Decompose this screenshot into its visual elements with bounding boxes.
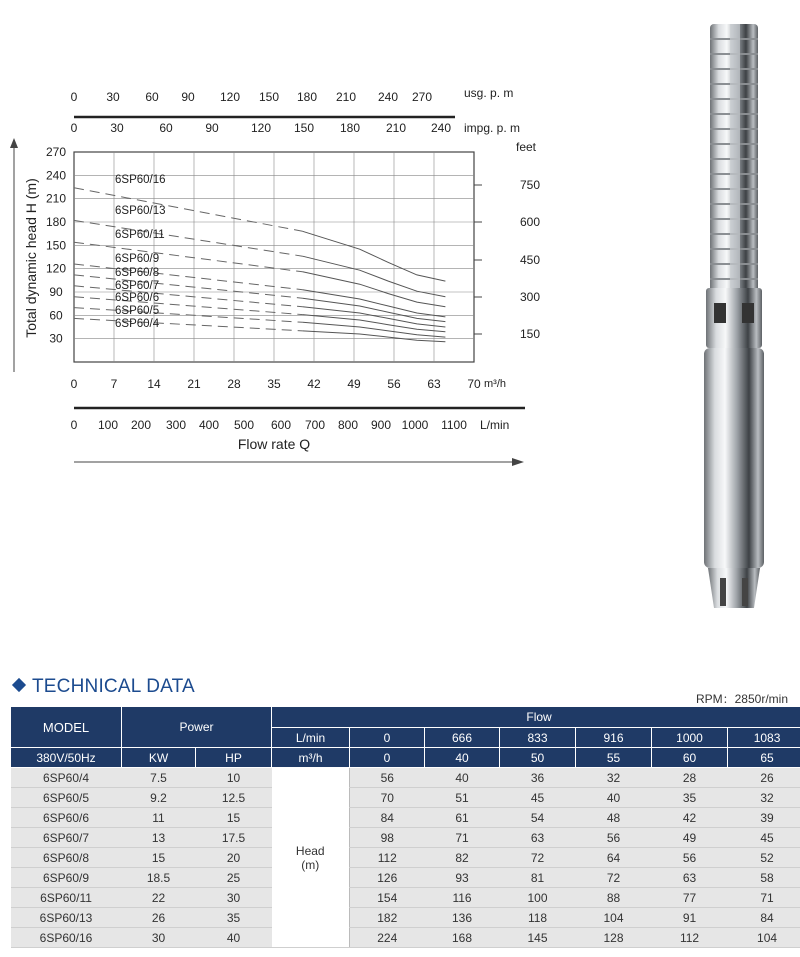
head-value-cell: 104 — [728, 928, 800, 948]
flow-lmin-header: 666 — [425, 728, 500, 748]
table-row — [11, 828, 800, 848]
usgpm-tick-label: 180 — [296, 90, 318, 104]
table-row — [11, 908, 800, 928]
y-tick-label: 120 — [45, 261, 67, 276]
head-value-cell: 63 — [652, 868, 728, 888]
flow-m3h-header: 50 — [500, 748, 576, 768]
kw-cell: 22 — [122, 888, 196, 908]
usgpm-tick-label: 90 — [181, 90, 195, 104]
feet-tick-label: 750 — [519, 178, 540, 192]
head-value-cell: 116 — [425, 888, 500, 908]
head-value-cell: 154 — [350, 888, 425, 908]
usgpm-tick-label: 60 — [145, 90, 159, 104]
power-header: Power — [122, 707, 272, 748]
flow-m3h-header: 0 — [350, 748, 425, 768]
series-label: 6SP60/5 — [115, 305, 160, 317]
series-label: 6SP60/13 — [115, 205, 166, 217]
y-axis-label: Total dynamic head H (m) — [23, 178, 39, 338]
head-value-cell: 40 — [425, 768, 500, 788]
table-row — [11, 808, 800, 828]
table-row — [11, 888, 800, 908]
series-label: 6SP60/7 — [115, 280, 160, 292]
hp-header: HP — [196, 748, 272, 768]
flow-m3h-header: 65 — [728, 748, 800, 768]
x-tick-label: 35 — [267, 377, 281, 391]
head-value-cell: 42 — [652, 808, 728, 828]
lmin-tick-label: 200 — [130, 418, 152, 432]
series-line-0 — [303, 231, 446, 281]
series-line-dashed-5 — [74, 286, 303, 307]
voltage-header: 380V/50Hz — [11, 748, 122, 768]
kw-header: KW — [122, 748, 196, 768]
lmin-tick-label: 700 — [304, 418, 326, 432]
kw-cell: 9.2 — [122, 788, 196, 808]
head-value-cell: 70 — [350, 788, 425, 808]
rpm-label: RPM：2850r/min — [695, 692, 788, 706]
head-value-cell: 72 — [576, 868, 652, 888]
x-tick-label: 56 — [387, 377, 401, 391]
x-axis-label: Flow rate Q — [237, 436, 311, 452]
impgpm-tick-label: 120 — [250, 121, 272, 135]
head-value-cell: 126 — [350, 868, 425, 888]
head-value-cell: 88 — [576, 888, 652, 908]
head-value-cell: 32 — [728, 788, 800, 808]
usgpm-tick-label: 30 — [106, 90, 120, 104]
feet-label: feet — [515, 140, 536, 154]
head-value-cell: 61 — [425, 808, 500, 828]
hp-cell: 10 — [196, 768, 272, 788]
series-label: 6SP60/9 — [115, 253, 160, 265]
lmin-tick-label: 1000 — [401, 418, 429, 432]
y-axis — [10, 138, 66, 372]
x-tick-label: 49 — [347, 377, 361, 391]
head-value-cell: 48 — [576, 808, 652, 828]
lmin-tick-label: 600 — [270, 418, 292, 432]
series-line-4 — [303, 298, 446, 321]
top-axes — [71, 86, 520, 135]
hp-cell: 40 — [196, 928, 272, 948]
model-cell: 6SP60/8 — [11, 848, 122, 868]
series-line-8 — [303, 331, 446, 342]
impgpm-tick-label: 30 — [110, 121, 124, 135]
head-value-cell: 40 — [576, 788, 652, 808]
impgpm-tick-label: 60 — [159, 121, 173, 135]
series-line-dashed-6 — [74, 297, 303, 315]
bottom-axes — [71, 377, 525, 466]
head-value-cell: 168 — [425, 928, 500, 948]
table-row — [11, 788, 800, 808]
series-label: 6SP60/6 — [115, 292, 160, 304]
head-value-cell: 49 — [652, 828, 728, 848]
lmin-tick-label: 1100 — [441, 418, 467, 432]
model-cell: 6SP60/5 — [11, 788, 122, 808]
lmin-tick-label: 800 — [337, 418, 359, 432]
lmin-tick-label: 400 — [198, 418, 220, 432]
head-value-cell: 72 — [500, 848, 576, 868]
head-value-cell: 56 — [576, 828, 652, 848]
head-unit: (m) — [301, 857, 320, 872]
hp-cell: 15 — [196, 808, 272, 828]
model-cell: 6SP60/13 — [11, 908, 122, 928]
series-label: 6SP60/16 — [115, 174, 166, 186]
head-value-cell: 58 — [728, 868, 800, 888]
x-tick-label: 63 — [427, 377, 441, 391]
head-value-cell: 93 — [425, 868, 500, 888]
lmin-unit-header: L/min — [272, 728, 350, 748]
head-value-cell: 145 — [500, 928, 576, 948]
head-value-cell: 112 — [350, 848, 425, 868]
head-value-cell: 71 — [425, 828, 500, 848]
series-line-dashed-1 — [74, 220, 303, 256]
usgpm-label: usg. p. m — [464, 86, 514, 100]
lmin-tick-label: 300 — [165, 418, 187, 432]
technical-data-heading — [10, 676, 195, 698]
model-cell: 6SP60/7 — [11, 828, 122, 848]
table-row — [11, 928, 800, 948]
y-tick-label: 240 — [45, 168, 67, 183]
head-value-cell: 63 — [500, 828, 576, 848]
impgpm-tick-label: 180 — [339, 121, 361, 135]
head-value-cell: 64 — [576, 848, 652, 868]
head-value-cell: 71 — [728, 888, 800, 908]
usgpm-tick-label: 210 — [335, 90, 357, 104]
model-cell: 6SP60/9 — [11, 868, 122, 888]
kw-cell: 7.5 — [122, 768, 196, 788]
flow-lmin-header: 1083 — [728, 728, 800, 748]
head-value-cell: 224 — [350, 928, 425, 948]
head-value-cell: 28 — [652, 768, 728, 788]
usgpm-tick-label: 240 — [377, 90, 399, 104]
flow-m3h-header: 60 — [652, 748, 728, 768]
impgpm-tick-label: 0 — [70, 121, 78, 135]
x-tick-label: 21 — [187, 377, 201, 391]
head-value-cell: 56 — [350, 768, 425, 788]
impgpm-tick-label: 150 — [293, 121, 315, 135]
feet-axis — [474, 140, 540, 341]
lmin-tick-label: 500 — [233, 418, 255, 432]
kw-cell: 18.5 — [122, 868, 196, 888]
impgpm-label: impg. p. m — [464, 121, 521, 135]
hp-cell: 35 — [196, 908, 272, 928]
usgpm-tick-label: 0 — [70, 90, 78, 104]
kw-cell: 13 — [122, 828, 196, 848]
usgpm-tick-label: 270 — [411, 90, 433, 104]
model-header: MODEL — [11, 707, 122, 748]
feet-tick-label: 600 — [519, 215, 540, 229]
model-cell: 6SP60/6 — [11, 808, 122, 828]
x-tick-label: 28 — [227, 377, 241, 391]
lmin-label: L/min — [480, 418, 510, 432]
head-value-cell: 84 — [350, 808, 425, 828]
kw-cell: 15 — [122, 848, 196, 868]
head-value-cell: 35 — [652, 788, 728, 808]
flow-lmin-header: 0 — [350, 728, 425, 748]
model-cell: 6SP60/16 — [11, 928, 122, 948]
technical-data-title: TECHNICAL DATA — [32, 676, 195, 697]
lmin-tick-label: 900 — [370, 418, 392, 432]
y-tick-label: 150 — [45, 238, 67, 253]
hp-cell: 20 — [196, 848, 272, 868]
table-row — [11, 768, 800, 788]
model-cell: 6SP60/4 — [11, 768, 122, 788]
head-value-cell: 45 — [728, 828, 800, 848]
flow-m3h-header: 40 — [425, 748, 500, 768]
head-value-cell: 56 — [652, 848, 728, 868]
head-value-cell: 182 — [350, 908, 425, 928]
y-tick-label: 270 — [45, 145, 67, 159]
flow-lmin-header: 833 — [500, 728, 576, 748]
kw-cell: 30 — [122, 928, 196, 948]
head-value-cell: 32 — [576, 768, 652, 788]
flow-lmin-header: 1000 — [652, 728, 728, 748]
flow-lmin-header: 916 — [576, 728, 652, 748]
head-value-cell: 98 — [350, 828, 425, 848]
hp-cell: 17.5 — [196, 828, 272, 848]
y-axis-arrow-icon — [10, 138, 18, 148]
head-value-cell: 26 — [728, 768, 800, 788]
table-row — [11, 868, 800, 888]
impgpm-tick-label: 240 — [430, 121, 452, 135]
table-row — [11, 848, 800, 868]
usgpm-tick-label: 120 — [219, 90, 241, 104]
head-value-cell: 81 — [500, 868, 576, 888]
impgpm-tick-label: 210 — [385, 121, 407, 135]
head-value-cell: 51 — [425, 788, 500, 808]
impgpm-tick-label: 90 — [205, 121, 219, 135]
flow-header: Flow — [272, 707, 800, 728]
x-tick-label: 7 — [110, 377, 118, 391]
series-line-dashed-4 — [74, 275, 303, 298]
head-value-cell: 39 — [728, 808, 800, 828]
series-label: 6SP60/4 — [115, 318, 160, 330]
hp-cell: 25 — [196, 868, 272, 888]
head-value-cell: 54 — [500, 808, 576, 828]
head-value-cell: 36 — [500, 768, 576, 788]
head-value-cell: 118 — [500, 908, 576, 928]
head-value-cell: 112 — [652, 928, 728, 948]
y-tick-label: 90 — [49, 285, 63, 299]
hp-cell: 12.5 — [196, 788, 272, 808]
usgpm-tick-label: 150 — [258, 90, 280, 104]
head-label-cell — [272, 768, 350, 948]
feet-tick-label: 300 — [519, 290, 540, 304]
y-tick-label: 30 — [49, 331, 63, 346]
lmin-tick-label: 0 — [70, 418, 78, 432]
kw-cell: 26 — [122, 908, 196, 928]
y-tick-label: 180 — [45, 215, 67, 229]
head-value-cell: 91 — [652, 908, 728, 928]
head-value-cell: 82 — [425, 848, 500, 868]
y-tick-label: 210 — [45, 191, 67, 206]
feet-tick-label: 150 — [519, 327, 540, 341]
head-value-cell: 100 — [500, 888, 576, 908]
head-value-cell: 104 — [576, 908, 652, 928]
head-label: Head — [295, 843, 325, 858]
x-tick-label: 14 — [147, 377, 161, 391]
diamond-bullet-icon — [12, 678, 26, 692]
kw-cell: 11 — [122, 808, 196, 828]
head-value-cell: 136 — [425, 908, 500, 928]
head-value-cell: 52 — [728, 848, 800, 868]
m3h-unit-header: m³/h — [272, 748, 350, 768]
flow-m3h-header: 55 — [576, 748, 652, 768]
head-value-cell: 84 — [728, 908, 800, 928]
head-value-cell: 128 — [576, 928, 652, 948]
series-line-dashed-0 — [74, 188, 303, 232]
x-axis-arrow-icon — [512, 458, 524, 466]
series-label: 6SP60/11 — [115, 229, 165, 241]
lmin-tick-label: 100 — [97, 418, 119, 432]
model-cell: 6SP60/11 — [11, 888, 122, 908]
feet-tick-label: 450 — [519, 253, 540, 267]
x-tick-label: 0 — [70, 377, 78, 391]
x-unit-label: m³/h — [484, 378, 506, 390]
head-value-cell: 77 — [652, 888, 728, 908]
hp-cell: 30 — [196, 888, 272, 908]
series-label: 6SP60/8 — [115, 267, 160, 279]
technical-data-table — [10, 706, 800, 948]
x-tick-label: 42 — [307, 377, 321, 391]
head-value-cell: 45 — [500, 788, 576, 808]
x-tick-label: 70 — [467, 377, 481, 391]
pump-curve-chart — [0, 0, 540, 470]
submersible-pump-image — [690, 18, 780, 618]
y-tick-label: 60 — [49, 308, 63, 323]
